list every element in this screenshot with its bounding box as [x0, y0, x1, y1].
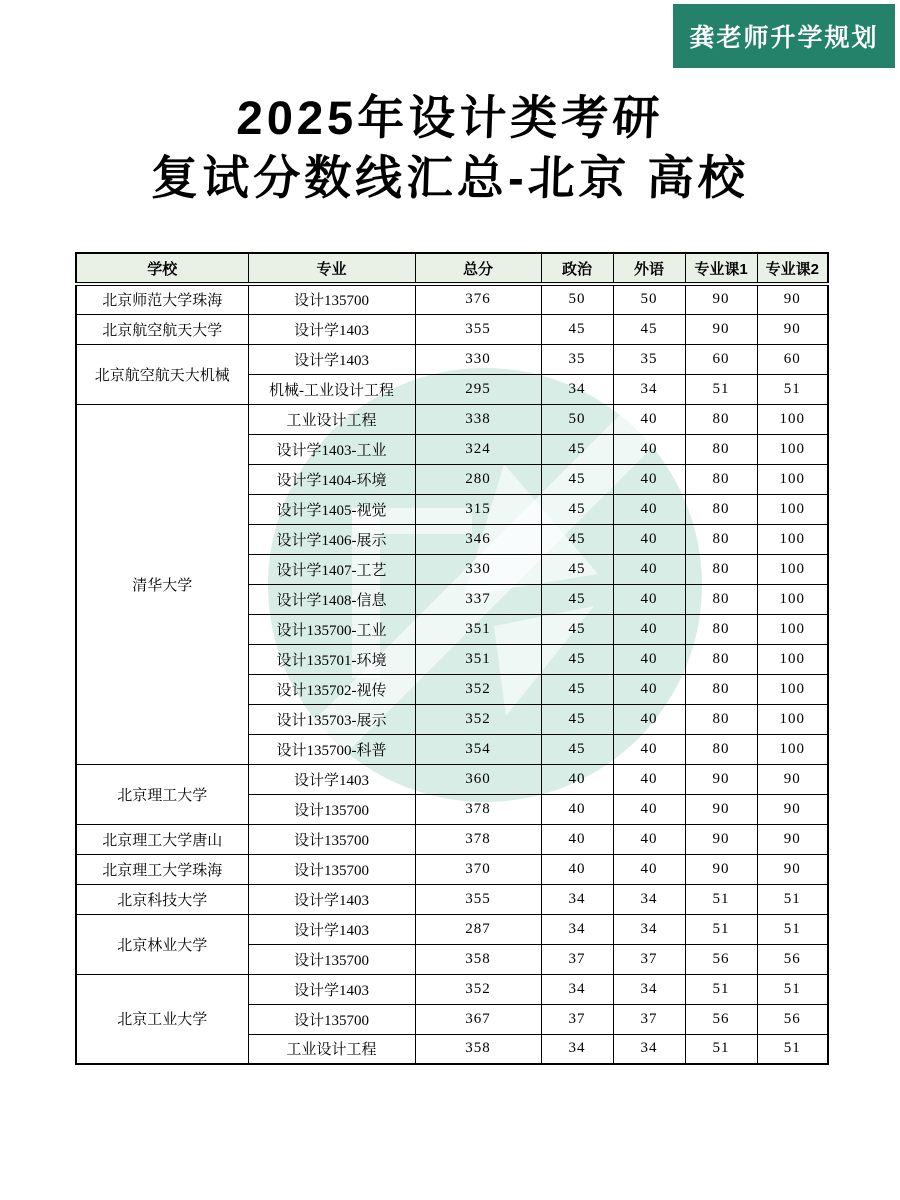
score-cell: 90 [757, 764, 828, 794]
score-cell: 100 [757, 704, 828, 734]
score-cell: 45 [541, 524, 613, 554]
score-cell: 352 [415, 674, 541, 704]
score-cell: 51 [685, 914, 757, 944]
score-cell: 100 [757, 674, 828, 704]
score-cell: 90 [757, 824, 828, 854]
school-cell: 北京师范大学珠海 [76, 284, 248, 314]
score-cell: 367 [415, 1004, 541, 1034]
score-cell: 100 [757, 434, 828, 464]
score-cell: 80 [685, 524, 757, 554]
school-cell: 北京理工大学 [76, 764, 248, 824]
page-title-line2: 复试分数线汇总-北京 高校 [150, 151, 750, 205]
score-cell: 100 [757, 464, 828, 494]
score-cell: 40 [613, 494, 685, 524]
score-cell: 34 [541, 974, 613, 1004]
score-cell: 56 [757, 944, 828, 974]
score-cell: 338 [415, 404, 541, 434]
score-cell: 287 [415, 914, 541, 944]
major-cell: 设计学1403 [248, 314, 415, 344]
score-cell: 90 [757, 794, 828, 824]
score-cell: 351 [415, 614, 541, 644]
table-row [76, 854, 828, 884]
score-cell: 80 [685, 584, 757, 614]
page-title [0, 88, 900, 208]
score-cell: 50 [541, 404, 613, 434]
table-header [76, 253, 828, 284]
score-cell: 80 [685, 644, 757, 674]
score-cell: 354 [415, 734, 541, 764]
score-cell: 352 [415, 974, 541, 1004]
score-cell: 90 [685, 284, 757, 314]
major-cell: 设计学1403 [248, 344, 415, 374]
score-cell: 45 [541, 644, 613, 674]
major-cell: 设计135703-展示 [248, 704, 415, 734]
score-cell: 51 [757, 1034, 828, 1064]
score-cell: 90 [685, 314, 757, 344]
score-cell: 37 [613, 944, 685, 974]
score-cell: 90 [685, 824, 757, 854]
table-row [76, 764, 828, 794]
major-cell: 工业设计工程 [248, 404, 415, 434]
score-cell: 370 [415, 854, 541, 884]
column-header-3: 总分 [415, 253, 541, 284]
school-cell: 北京工业大学 [76, 974, 248, 1064]
score-cell: 40 [613, 644, 685, 674]
score-cell: 40 [613, 854, 685, 884]
score-cell: 295 [415, 374, 541, 404]
major-cell: 设计学1404-环境 [248, 464, 415, 494]
score-cell: 45 [541, 554, 613, 584]
table-header-row [76, 253, 828, 284]
score-cell: 34 [541, 884, 613, 914]
score-cell: 358 [415, 1034, 541, 1064]
score-cell: 378 [415, 794, 541, 824]
school-cell: 北京理工大学珠海 [76, 854, 248, 884]
score-cell: 51 [685, 884, 757, 914]
score-cell: 34 [541, 914, 613, 944]
score-cell: 45 [541, 674, 613, 704]
table-row [76, 344, 828, 374]
score-cell: 280 [415, 464, 541, 494]
school-cell: 清华大学 [76, 404, 248, 764]
score-cell: 40 [541, 854, 613, 884]
score-cell: 90 [757, 314, 828, 344]
major-cell: 设计学1406-展示 [248, 524, 415, 554]
score-cell: 100 [757, 614, 828, 644]
score-cell: 40 [613, 464, 685, 494]
major-cell: 工业设计工程 [248, 1034, 415, 1064]
score-cell: 90 [685, 854, 757, 884]
score-cell: 100 [757, 404, 828, 434]
score-cell: 40 [613, 554, 685, 584]
score-cell: 100 [757, 554, 828, 584]
school-cell: 北京林业大学 [76, 914, 248, 974]
score-cell: 45 [541, 734, 613, 764]
school-cell: 北京理工大学唐山 [76, 824, 248, 854]
score-cell: 40 [613, 434, 685, 464]
score-cell: 90 [685, 764, 757, 794]
score-cell: 80 [685, 404, 757, 434]
school-cell: 北京科技大学 [76, 884, 248, 914]
school-cell: 北京航空航天大学 [76, 314, 248, 344]
score-cell: 35 [541, 344, 613, 374]
score-cell: 45 [541, 464, 613, 494]
major-cell: 设计135700 [248, 1004, 415, 1034]
score-cell: 60 [685, 344, 757, 374]
score-cell: 51 [685, 374, 757, 404]
table-row [76, 824, 828, 854]
major-cell: 设计135700 [248, 284, 415, 314]
score-cell: 40 [541, 794, 613, 824]
table-body [76, 284, 828, 1064]
major-cell: 设计135700-科普 [248, 734, 415, 764]
score-cell: 80 [685, 614, 757, 644]
column-header-1: 学校 [76, 253, 248, 284]
score-cell: 56 [685, 944, 757, 974]
major-cell: 设计135700-工业 [248, 614, 415, 644]
score-cell: 51 [685, 974, 757, 1004]
score-cell: 51 [757, 914, 828, 944]
score-cell: 40 [613, 734, 685, 764]
major-cell: 设计学1403 [248, 914, 415, 944]
score-cell: 100 [757, 734, 828, 764]
score-cell: 80 [685, 464, 757, 494]
score-cell: 90 [685, 794, 757, 824]
score-cell: 40 [613, 674, 685, 704]
brand-badge [673, 4, 895, 68]
score-cell: 56 [757, 1004, 828, 1034]
score-cell: 40 [613, 764, 685, 794]
major-cell: 设计学1403 [248, 764, 415, 794]
table-row [76, 284, 828, 314]
score-cell: 45 [541, 614, 613, 644]
score-cell: 51 [757, 374, 828, 404]
score-cell: 330 [415, 344, 541, 374]
score-cell: 56 [685, 1004, 757, 1034]
score-cell: 358 [415, 944, 541, 974]
score-cell: 40 [613, 704, 685, 734]
score-cell: 51 [685, 1034, 757, 1064]
score-cell: 40 [613, 794, 685, 824]
score-cell: 60 [757, 344, 828, 374]
score-cell: 352 [415, 704, 541, 734]
column-header-6: 专业课1 [685, 253, 757, 284]
score-cell: 34 [613, 374, 685, 404]
score-cell: 51 [757, 974, 828, 1004]
major-cell: 设计学1403 [248, 884, 415, 914]
score-cell: 100 [757, 644, 828, 674]
school-cell: 北京航空航天大机械 [76, 344, 248, 404]
score-cell: 40 [541, 824, 613, 854]
score-cell: 80 [685, 494, 757, 524]
score-cell: 360 [415, 764, 541, 794]
score-cell: 37 [541, 1004, 613, 1034]
score-cell: 37 [541, 944, 613, 974]
score-cell: 34 [613, 884, 685, 914]
score-cell: 50 [613, 284, 685, 314]
score-cell: 100 [757, 494, 828, 524]
score-cell: 100 [757, 524, 828, 554]
score-cell: 40 [613, 404, 685, 434]
major-cell: 设计135700 [248, 854, 415, 884]
score-cell: 378 [415, 824, 541, 854]
score-cell: 45 [541, 704, 613, 734]
score-cell: 324 [415, 434, 541, 464]
table-row [76, 884, 828, 914]
column-header-2: 专业 [248, 253, 415, 284]
major-cell: 设计学1403-工业 [248, 434, 415, 464]
score-cell: 376 [415, 284, 541, 314]
column-header-5: 外语 [613, 253, 685, 284]
score-cell: 40 [613, 824, 685, 854]
scores-table [75, 252, 829, 1065]
score-cell: 337 [415, 584, 541, 614]
major-cell: 设计135702-视传 [248, 674, 415, 704]
score-cell: 80 [685, 704, 757, 734]
major-cell: 设计学1408-信息 [248, 584, 415, 614]
score-cell: 80 [685, 554, 757, 584]
score-cell: 40 [613, 614, 685, 644]
score-cell: 80 [685, 674, 757, 704]
major-cell: 设计135700 [248, 794, 415, 824]
column-header-7: 专业课2 [757, 253, 828, 284]
table-row [76, 314, 828, 344]
score-cell: 90 [757, 284, 828, 314]
score-cell: 40 [541, 764, 613, 794]
score-cell: 351 [415, 644, 541, 674]
score-cell: 40 [613, 524, 685, 554]
score-cell: 315 [415, 494, 541, 524]
score-cell: 80 [685, 734, 757, 764]
table-row [76, 404, 828, 434]
score-cell: 45 [613, 314, 685, 344]
page-title-line1: 2025年设计类考研 [235, 91, 665, 144]
score-cell: 35 [613, 344, 685, 374]
score-cell: 80 [685, 434, 757, 464]
score-cell: 34 [541, 374, 613, 404]
major-cell: 设计135701-环境 [248, 644, 415, 674]
score-cell: 355 [415, 884, 541, 914]
score-cell: 45 [541, 314, 613, 344]
major-cell: 设计学1405-视觉 [248, 494, 415, 524]
score-cell: 45 [541, 434, 613, 464]
table-row [76, 914, 828, 944]
score-cell: 330 [415, 554, 541, 584]
score-cell: 45 [541, 494, 613, 524]
major-cell: 设计学1403 [248, 974, 415, 1004]
score-cell: 51 [757, 884, 828, 914]
major-cell: 设计135700 [248, 944, 415, 974]
score-cell: 37 [613, 1004, 685, 1034]
table-row [76, 974, 828, 1004]
score-cell: 34 [613, 974, 685, 1004]
score-cell: 34 [613, 914, 685, 944]
score-cell: 90 [757, 854, 828, 884]
score-cell: 355 [415, 314, 541, 344]
score-cell: 45 [541, 584, 613, 614]
score-cell: 50 [541, 284, 613, 314]
score-cell: 34 [613, 1034, 685, 1064]
major-cell: 机械-工业设计工程 [248, 374, 415, 404]
score-cell: 34 [541, 1034, 613, 1064]
score-cell: 40 [613, 584, 685, 614]
brand-badge-label: 龚老师升学规划 [689, 25, 879, 52]
score-cell: 100 [757, 584, 828, 614]
major-cell: 设计135700 [248, 824, 415, 854]
score-cell: 346 [415, 524, 541, 554]
column-header-4: 政治 [541, 253, 613, 284]
major-cell: 设计学1407-工艺 [248, 554, 415, 584]
